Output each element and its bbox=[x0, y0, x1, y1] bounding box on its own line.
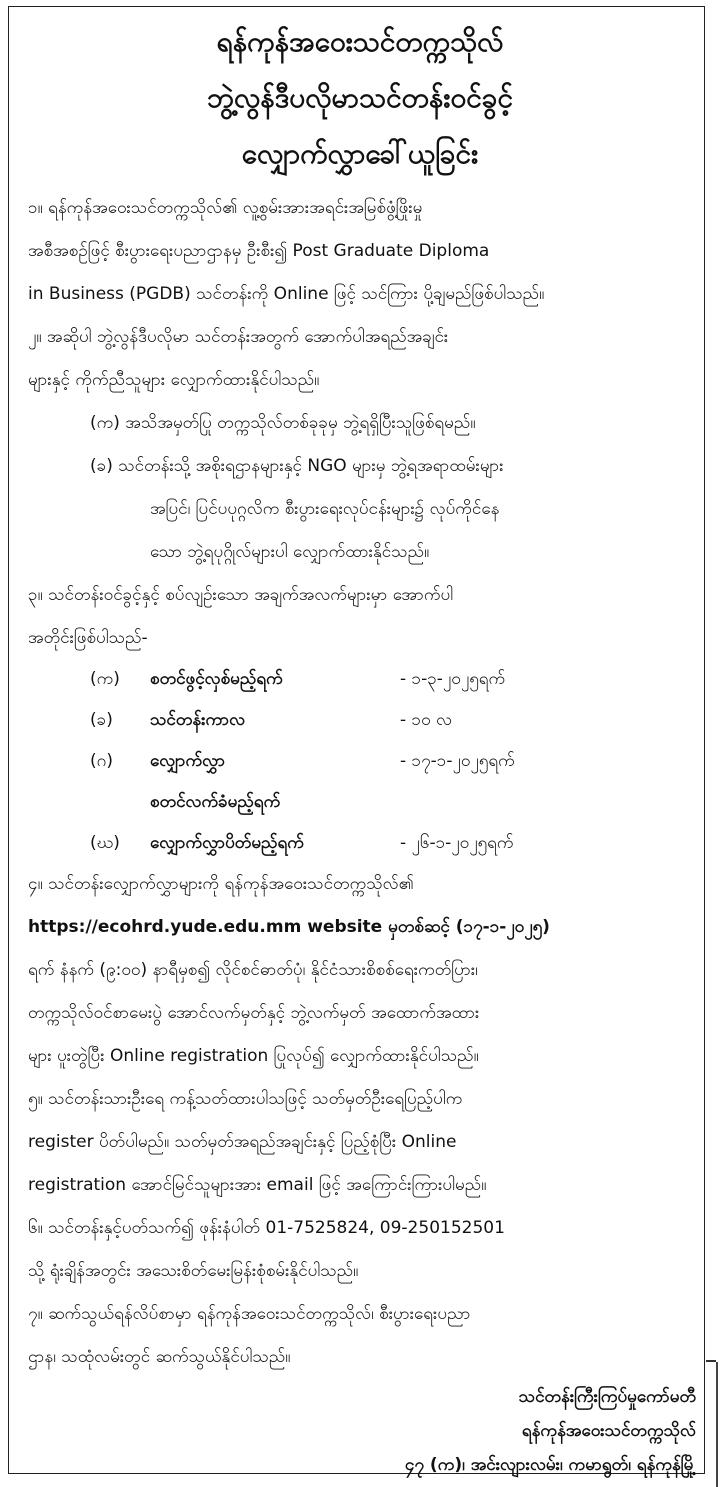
schedule-label-continued: စတင်လက်ခံမည့်ရက် bbox=[150, 792, 281, 812]
para-2-line-2: များနှင့် ကိုက်ညီသူများ လျှောက်ထားနိုင်ပါသည်။ bbox=[28, 370, 320, 390]
para-3-line-1: ၃။ သင်တန်းဝင်ခွင့်နှင့် စပ်လျဉ်းသော အချက်အလက်များမှာ အောက်ပါ bbox=[28, 585, 454, 605]
schedule-label: သင်တန်းကာလ bbox=[150, 710, 246, 730]
para-1-line-3: in Business (PGDB) သင်တန်းကို Online ဖြင့် သင်ကြား ပို့ချမည်ဖြစ်ပါသည်။ bbox=[28, 284, 545, 304]
schedule-value: - ၁-၃-၂၀၂၅ရက် bbox=[400, 669, 506, 689]
criteria-kha-line-2: အပြင်၊ ပြင်ပပုဂ္ဂလိက စီးပွားရေးလုပ်ငန်းများ၌ လုပ်ကိုင်နေ bbox=[150, 499, 500, 519]
criteria-kha-line-3: သော ဘွဲ့ရပုဂ္ဂိုလ်များပါ လျှောက်ထားနိုင်သည်။ bbox=[150, 542, 430, 562]
schedule-index: (က) bbox=[90, 669, 120, 689]
schedule-value: - ၂၆-၁-၂၀၂၅ရက် bbox=[400, 833, 514, 853]
margin-line bbox=[716, 1362, 718, 1487]
margin-mark bbox=[706, 1360, 716, 1362]
schedule-value: - ၁၀ လ bbox=[400, 710, 453, 730]
para-5-line-3: registration အောင်မြင်သူများအား email ဖြင့် အကြောင်းကြားပါမည်။ bbox=[28, 1175, 487, 1195]
para-2-line-1: ၂။ အဆိုပါ ဘွဲ့လွန်ဒီပလိုမာ သင်တန်းအတွက် အောက်ပါအရည်အချင်း bbox=[28, 327, 449, 347]
signature-address: ၄၇ (က)၊ အင်းလျားလမ်း၊ ကမာရွတ်၊ ရန်ကုန်မြို့ bbox=[404, 1455, 696, 1475]
schedule-label: စတင်ဖွင့်လှစ်မည့်ရက် bbox=[150, 669, 283, 689]
para-4-line-5: များ ပူးတွဲပြီး Online registration ပြုလုပ်၍ လျှောက်ထားနိုင်ပါသည်။ bbox=[28, 1046, 479, 1066]
schedule-label: လျှောက်လွှာ bbox=[150, 751, 226, 771]
para-5-line-2: register ပိတ်ပါမည်။ သတ်မှတ်အရည်အချင်းနှင့် ပြည့်စုံပြီး Online bbox=[28, 1132, 457, 1152]
schedule-index: (ဂ) bbox=[90, 751, 113, 771]
para-4-line-3: ရက် နံနက် (၉:၀၀) နာရီမှစ၍ လိုင်စင်ဓာတ်ပုံ၊ နိုင်ငံသားစိစစ်ရေးကတ်ပြား၊ bbox=[28, 960, 478, 980]
para-7-line-1: ၇။ ဆက်သွယ်ရန်လိပ်စာမှာ ရန်ကုန်အဝေးသင်တက္ကသိုလ်၊ စီးပွားရေးပညာ bbox=[28, 1304, 471, 1324]
signature-committee: သင်တန်းကြီးကြပ်မှုကော်မတီ bbox=[518, 1387, 696, 1407]
notice-title-line-1: ရန်ကုန်အဝေးသင်တက္ကသိုလ် bbox=[216, 25, 504, 58]
para-1-line-1: ၁။ ရန်ကုန်အဝေးသင်တက္ကသိုလ်၏ လူ့စွမ်းအားအရင်းအမြစ်ဖွံ့ဖြိုးမှု bbox=[28, 198, 423, 218]
para-4-line-4: တက္ကသိုလ်ဝင်စာမေးပွဲ အောင်လက်မှတ်နှင့် ဘွဲ့လက်မှတ် အထောက်အထား bbox=[28, 1003, 480, 1023]
schedule-label: လျှောက်လွှာပိတ်မည့်ရက် bbox=[150, 833, 304, 853]
criteria-kha-line-1: (ခ) သင်တန်းသို့ အစိုးရဌာနများနှင့် NGO များမှ ဘွဲ့ရအရာထမ်းများ bbox=[90, 456, 504, 476]
para-4-line-1: ၄။ သင်တန်းလျှောက်လွှာများကို ရန်ကုန်အဝေးသင်တက္ကသိုလ်၏ bbox=[28, 874, 414, 894]
para-3-line-2: အတိုင်းဖြစ်ပါသည်- bbox=[28, 628, 148, 648]
schedule-value: - ၁၇-၁-၂၀၂၅ရက် bbox=[400, 751, 515, 771]
schedule-index: (ခ) bbox=[90, 710, 113, 730]
para-6-line-1: ၆။ သင်တန်းနှင့်ပတ်သက်၍ ဖုန်းနံပါတ် 01-7525824, 09-250152501 bbox=[28, 1218, 505, 1238]
para-4-line-2: https://ecohrd.yude.edu.mm website မှတစ်ဆင့် (၁၇-၁-၂၀၂၅) bbox=[28, 917, 550, 937]
notice-title-line-3: လျှောက်လွှာခေါ်ယူခြင်း bbox=[241, 137, 479, 170]
signature-university: ရန်ကုန်အဝေးသင်တက္ကသိုလ် bbox=[521, 1421, 696, 1441]
notice-border bbox=[8, 6, 705, 1474]
para-7-line-2: ဌာန၊ သထုံလမ်းတွင် ဆက်သွယ်နိုင်ပါသည်။ bbox=[28, 1347, 291, 1367]
para-5-line-1: ၅။ သင်တန်းသားဦးရေ ကန့်သတ်ထားပါသဖြင့် သတ်မှတ်ဦးရေပြည့်ပါက bbox=[28, 1089, 463, 1109]
para-6-line-2: သို့ ရုံးချိန်အတွင်း အသေးစိတ်မေးမြန်းစုံစမ်းနိုင်ပါသည်။ bbox=[28, 1261, 359, 1281]
criteria-ka: (က) အသိအမှတ်ပြု တက္ကသိုလ်တစ်ခုခုမှ ဘွဲ့ရရှိပြီးသူဖြစ်ရမည်။ bbox=[90, 413, 476, 433]
para-1-line-2: အစီအစဉ်ဖြင့် စီးပွားရေးပညာဌာနမှ ဦးစီး၍ Post Graduate Diploma bbox=[28, 241, 490, 261]
notice-title-line-2: ဘွဲ့လွန်ဒီပလိုမာသင်တန်းဝင်ခွင့် bbox=[206, 81, 514, 114]
schedule-index: (ဃ) bbox=[90, 833, 120, 853]
